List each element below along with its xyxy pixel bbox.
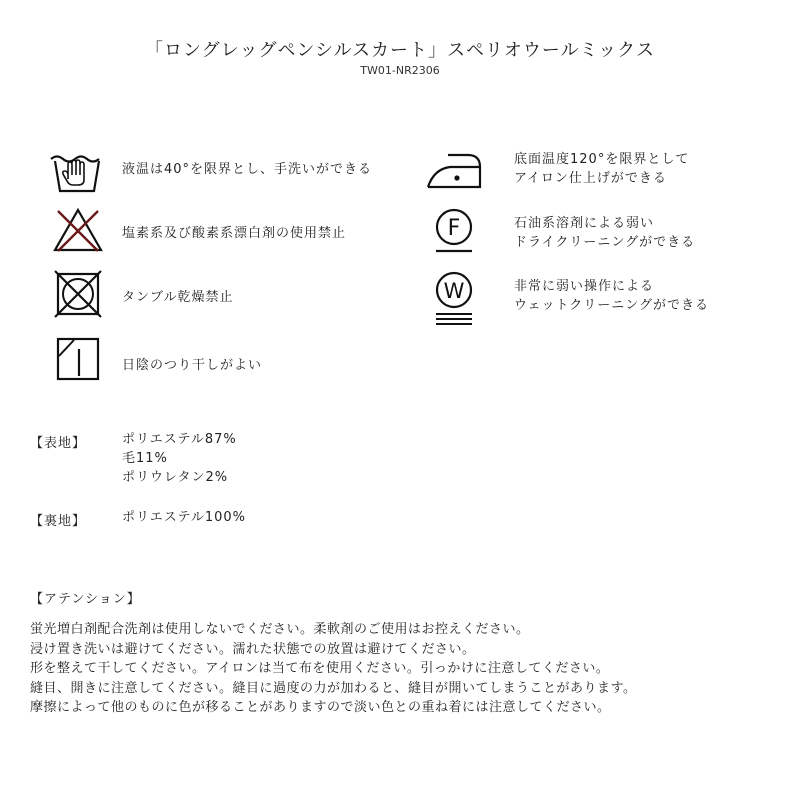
attention-line: 摩擦によって他のものに色が移ることがありますので淡い色との重ね着には注意してください。 xyxy=(30,700,611,715)
attention-notes xyxy=(30,620,636,718)
dry-clean-f-icon xyxy=(424,205,484,255)
iron-low-icon xyxy=(424,145,484,195)
care-label-dry-clean: 石油系溶剤による弱い ドライクリーニングができる xyxy=(514,216,696,250)
lining-fabric-composition xyxy=(122,508,246,527)
shade-line-dry-icon xyxy=(48,335,108,385)
attention-line: 形を整えて干してください。アイロンは当て布を使用ください。引っかけに注意してください。 xyxy=(30,661,610,676)
lining-fabric-label: 【裏地】 xyxy=(30,514,87,529)
svg-text:F: F xyxy=(447,216,461,241)
composition-line: ポリウレタン2% xyxy=(122,470,229,485)
composition-line: 毛11% xyxy=(122,451,168,466)
care-label-wet-clean: 非常に弱い操作による ウェットクリーニングができる xyxy=(514,279,709,313)
product-title: 「ロングレッグペンシルスカート」スペリオウールミックス xyxy=(145,40,655,61)
outer-fabric-composition xyxy=(122,430,237,487)
care-label-no-bleach: 塩素系及び酸素系漂白剤の使用禁止 xyxy=(122,226,347,241)
care-label-iron: 底面温度120°を限界として アイロン仕上げができる xyxy=(514,152,690,186)
attention-heading: 【アテンション】 xyxy=(30,592,141,607)
care-label-shade-dry: 日陰のつり干しがよい xyxy=(122,358,263,373)
hand-wash-icon xyxy=(48,147,108,197)
composition-line: ポリエステル87% xyxy=(122,432,237,447)
care-label-hand-wash: 液温は40°を限界とし、手洗いができる xyxy=(122,162,373,177)
no-bleach-icon xyxy=(48,205,108,255)
product-code: TW01-NR2306 xyxy=(360,64,440,77)
composition-line: ポリエステル100% xyxy=(122,510,246,525)
outer-fabric-label: 【表地】 xyxy=(30,436,87,451)
attention-line: 縫目、開きに注意してください。縫目に過度の力が加わると、縫目が開いてしまうことがあります。 xyxy=(30,680,637,696)
attention-line: 浸け置き洗いは避けてください。濡れた状態での放置は避けてください。 xyxy=(30,641,476,657)
attention-line: 蛍光増白剤配合洗剤は使用しないでください。柔軟剤のご使用はお控えください。 xyxy=(30,622,530,637)
svg-text:W: W xyxy=(443,279,465,303)
wet-clean-w-icon xyxy=(424,268,484,328)
no-tumble-dry-icon xyxy=(48,270,108,320)
care-label-no-tumble-dry: タンブル乾燥禁止 xyxy=(122,290,234,305)
